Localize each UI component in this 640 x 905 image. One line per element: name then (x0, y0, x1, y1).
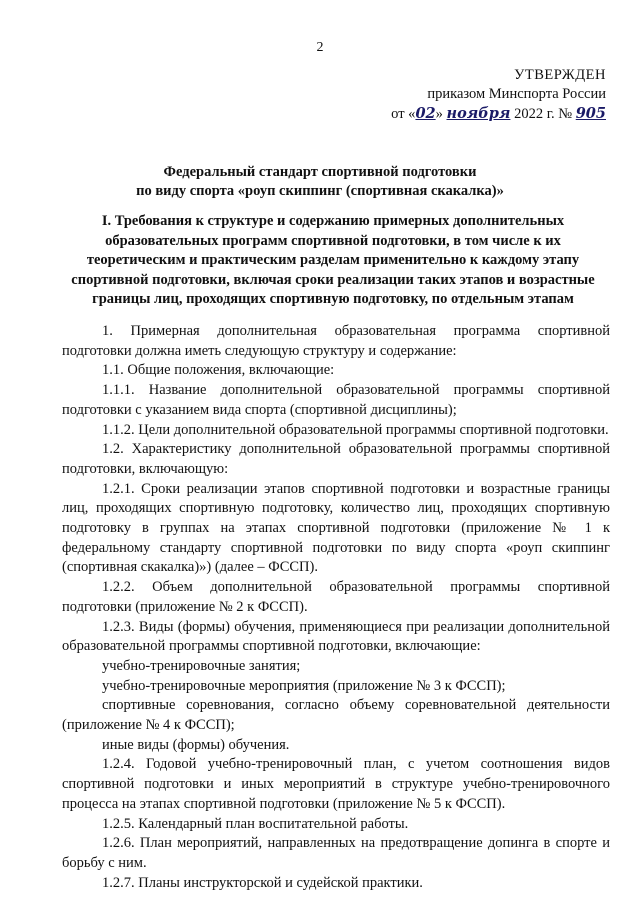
document-title (0, 163, 640, 201)
paragraph: спортивные соревнования, согласно объему соревновательной деятельности (приложение № 4 к ФССП); (62, 697, 610, 734)
handwritten-day: 02 (415, 105, 436, 122)
handwritten-number: 905 (575, 105, 606, 122)
paragraph: 1.2.5. Календарный план воспитательной работы. (102, 815, 409, 832)
paragraph: 1.1.1. Название дополнительной образовательной программы спортивной подготовки с указанием вида спорта (спортивной дисциплины); (62, 382, 610, 418)
paragraph: 1.1. Общие положения, включающие: (102, 362, 335, 379)
page-number: 2 (316, 40, 324, 55)
paragraph: 1.2.3. Виды (формы) обучения, применяющиеся при реализации дополнительной образовательной программы спортивной подготовки, включающие: (62, 618, 610, 655)
title-line-2: по виду спорта «роуп скиппинг (спортивная скакалка)» (136, 183, 504, 199)
paragraph: 1.2.1. Сроки реализации этапов спортивной подготовки и возрастные границы лиц, проходящих спортивную подготовку, количество лиц, проходящих спортивную подготовку в группах на этапах спортивной подготовки (приложение № 1 к федеральному стандарту спортивной подготовки по виду спорта «роуп скиппинг (спортивная скакалка)») (далее – ФССП). (62, 480, 610, 576)
paragraph: 1. Примерная дополнительная образовательная программа спортивной подготовки должна иметь следующую структуру и содержание: (62, 323, 610, 359)
date-year: 2022 г. № (510, 106, 576, 122)
date-prefix: от « (391, 106, 416, 122)
section-heading: I. Требования к структуре и содержанию примерных дополнительных образовательных программ спортивной подготовки, в том числе к их теоретическим и практическим разделам применительно к каждому этапу спортивной подготовки, включая сроки реализации таких этапов и возрастные границы лиц, проходящих спортивную подготовку, по отдельным этапам (71, 213, 595, 307)
approval-title: УТВЕРЖДЕН (514, 67, 606, 83)
paragraph: 1.2.7. Планы инструкторской и судейской практики. (102, 874, 423, 891)
document-body (62, 322, 610, 893)
paragraph: 1.2.2. Объем дополнительной образовательной программы спортивной подготовки (приложение № 2 к ФССП). (62, 579, 610, 615)
paragraph: 1.2.4. Годовой учебно-тренировочный план, с учетом соотношения видов спортивной подготовки и иных мероприятий в структуре учебно-тренировочного процесса на этапах спортивной подготовки (приложение № 5 к ФССП). (62, 756, 610, 812)
paragraph: учебно-тренировочные занятия; (102, 657, 301, 674)
approval-block (366, 66, 606, 124)
approval-order: приказом Минспорта России (427, 86, 606, 102)
approval-date-line (366, 104, 606, 124)
paragraph: 1.1.2. Цели дополнительной образовательной программы спортивной подготовки. (102, 421, 609, 438)
paragraph: иные виды (формы) обучения. (102, 736, 290, 753)
paragraph: учебно-тренировочные мероприятия (приложение № 3 к ФССП); (102, 677, 506, 694)
handwritten-month: ноября (446, 105, 511, 122)
paragraph: 1.2.6. План мероприятий, направленных на предотвращение допинга в спорте и борьбу с ним. (62, 835, 610, 871)
date-mid: » (435, 106, 443, 122)
title-line-1: Федеральный стандарт спортивной подготовки (163, 164, 477, 180)
paragraph: 1.2. Характеристику дополнительной образовательной программы спортивной подготовки, включающую: (62, 441, 610, 477)
